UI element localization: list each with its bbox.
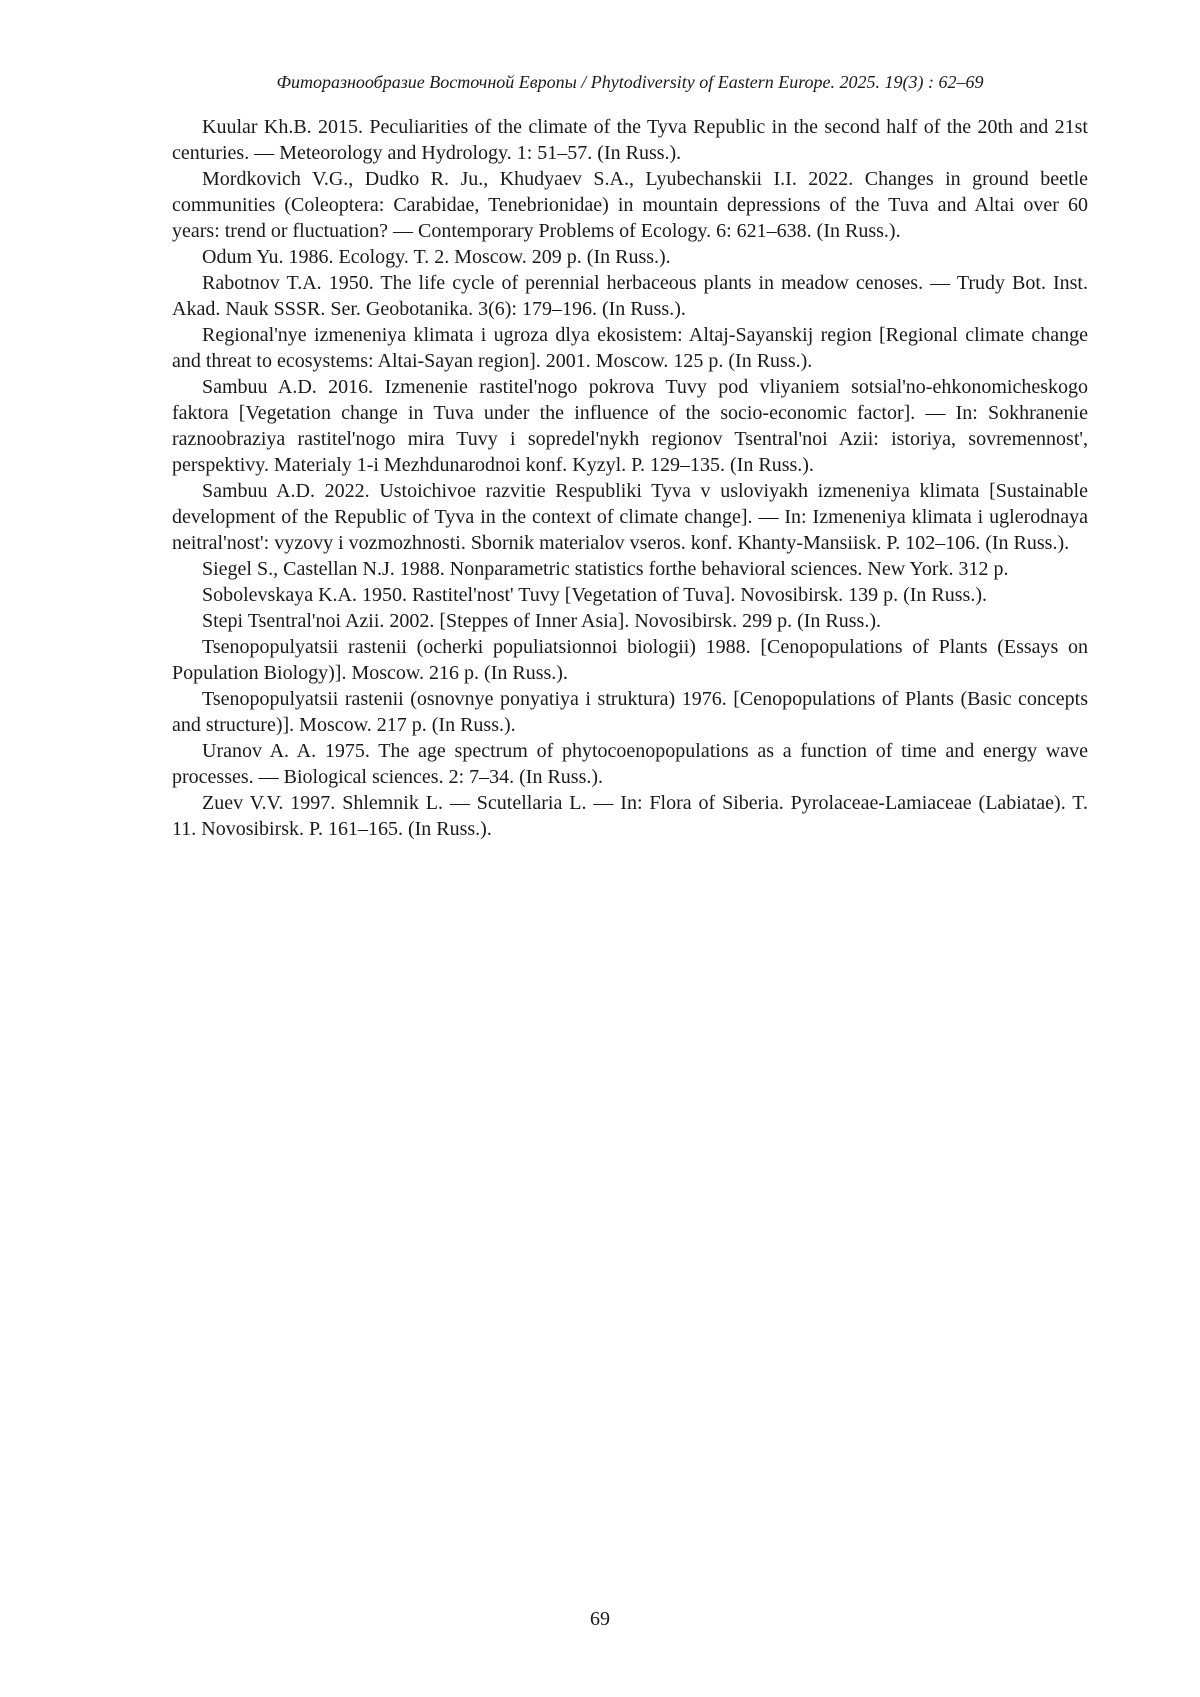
reference-entry: Zuev V.V. 1997. Shlemnik L. — Scutellaria L. — In: Flora of Siberia. Pyrolaceae-Lamiaceae (Labiatae). T. 11. Novosibirsk. P. 161–165. (In Russ.). xyxy=(172,790,1088,842)
reference-entry: Sobolevskaya K.A. 1950. Rastitel'nost' Tuvy [Vegetation of Tuva]. Novosibirsk. 139 p. (In Russ.). xyxy=(172,582,1088,608)
reference-entry: Rabotnov T.A. 1950. The life cycle of perennial herbaceous plants in meadow cenoses. — Trudy Bot. Inst. Akad. Nauk SSSR. Ser. Geobotanika. 3(6): 179–196. (In Russ.). xyxy=(172,270,1088,322)
reference-entry: Sambuu A.D. 2022. Ustoichivoe razvitie Respubliki Tyva v usloviyakh izmeneniya klimata [Sustainable development of the Republic of Tyva in the context of climate change]. — In: Izmeneniya klimata i uglerodnaya neitral'nost': vyzovy i vozmozhnosti. Sbornik materialov vseros. konf. Khanty-Mansiisk. P. 102–106. (In Russ.). xyxy=(172,478,1088,556)
reference-entry: Mordkovich V.G., Dudko R. Ju., Khudyaev S.A., Lyubechanskii I.I. 2022. Changes in ground beetle communities (Coleoptera: Carabidae, Tenebrionidae) in mountain depressions of the Tuva and Altai over 60 years: trend or fluctuation? — Contemporary Problems of Ecology. 6: 621–638. (In Russ.). xyxy=(172,166,1088,244)
reference-entry: Odum Yu. 1986. Ecology. T. 2. Moscow. 209 p. (In Russ.). xyxy=(172,244,1088,270)
reference-entry: Tsenopopulyatsii rastenii (osnovnye ponyatiya i struktura) 1976. [Cenopopulations of Plants (Basic concepts and structure)]. Moscow. 217 p. (In Russ.). xyxy=(172,686,1088,738)
reference-entry: Regional'nye izmeneniya klimata i ugroza dlya ekosistem: Altaj-Sayanskij region [Regional climate change and threat to ecosystems: Altai-Sayan region]. 2001. Moscow. 125 p. (In Russ.). xyxy=(172,322,1088,374)
document-page xyxy=(0,0,1200,1697)
running-header: Фиторазнообразие Восточной Европы / Phytodiversity of Eastern Europe. 2025. 19(3) : 62–69 xyxy=(172,70,1088,94)
reference-entry: Siegel S., Castellan N.J. 1988. Nonparametric statistics forthe behavioral sciences. New York. 312 p. xyxy=(172,556,1088,582)
reference-entry: Sambuu A.D. 2016. Izmenenie rastitel'nogo pokrova Tuvy pod vliyaniem sotsial'no-ehkonomicheskogo faktora [Vegetation change in Tuva under the influence of the socio-economic factor]. — In: Sokhranenie raznoobraziya rastitel'nogo mira Tuvy i sopredel'nykh regionov Tsentral'noi Azii: istoriya, sovremennost', perspektivy. Materialy 1-i Mezhdunarodnoi konf. Kyzyl. P. 129–135. (In Russ.). xyxy=(172,374,1088,478)
reference-entry: Tsenopopulyatsii rastenii (ocherki populiatsionnoi biologii) 1988. [Cenopopulations of Plants (Essays on Population Biology)]. Moscow. 216 p. (In Russ.). xyxy=(172,634,1088,686)
reference-entry: Kuular Kh.B. 2015. Peculiarities of the climate of the Tyva Republic in the second half of the 20th and 21st centuries. — Meteorology and Hydrology. 1: 51–57. (In Russ.). xyxy=(172,114,1088,166)
page-number: 69 xyxy=(0,1606,1200,1632)
reference-list xyxy=(172,114,1088,842)
reference-entry: Stepi Tsentral'noi Azii. 2002. [Steppes of Inner Asia]. Novosibirsk. 299 p. (In Russ.). xyxy=(172,608,1088,634)
reference-entry: Uranov A. A. 1975. The age spectrum of phytocoenopopulations as a function of time and energy wave processes. — Biological sciences. 2: 7–34. (In Russ.). xyxy=(172,738,1088,790)
